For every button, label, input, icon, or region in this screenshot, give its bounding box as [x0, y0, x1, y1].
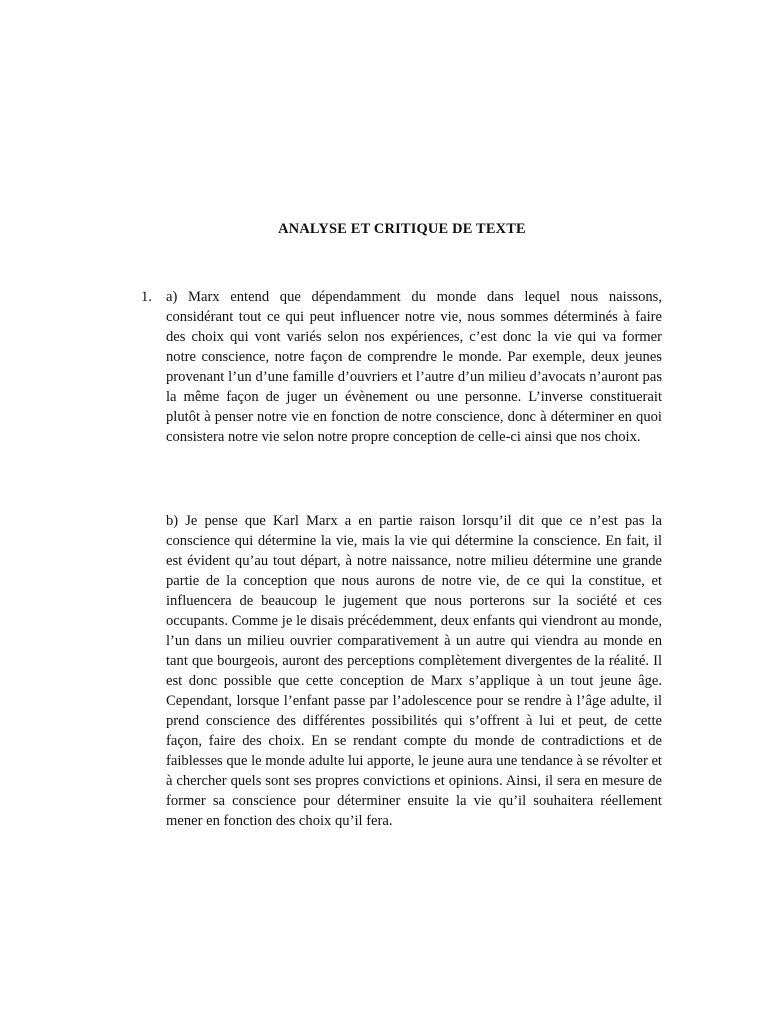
paragraph-a: a) Marx entend que dépendamment du monde dans lequel nous naissons, considérant tout ce qui peut influencer notre vie, nous sommes déterminés à faire des choix qui vont variés selon nos expériences, c’est donc la vie qui va former notre conscience, notre façon de comprendre le monde. Par exemple, deux jeunes provenant l’un d’une famille d’ouvriers et l’autre d’un milieu d’avocats n’auront pas la même façon de juger un évènement ou une personne. L’inverse constituerait plutôt à penser notre vie en fonction de notre conscience, donc à déterminer en quoi consistera notre vie selon notre propre conception de celle-ci ainsi que nos choix.: [166, 289, 662, 445]
document-title: ANALYSE ET CRITIQUE DE TEXTE: [278, 221, 526, 237]
paragraph-b: b) Je pense que Karl Marx a en partie raison lorsqu’il dit que ce n’est pas la conscience qui détermine la vie, mais la vie qui détermine la conscience. En fait, il est évident qu’au tout départ, à notre naissance, notre milieu détermine une grande partie de la conception que nous aurons de notre vie, de ce qui la constitue, et influencera de beaucoup le jugement que nous porterons sur la société et ces occupants. Comme je le disais précédemment, deux enfants qui viendront au monde, l’un dans un milieu ouvrier comparativement à un autre qui viendra au monde en tant que bourgeois, auront des perceptions complètement divergentes de la réalité. Il est donc possible que cette conception de Marx s’applique à un tout jeune âge. Cependant, lorsque l’enfant passe par l’adolescence pour se rendre à l’âge adulte, il prend conscience des différentes possibilités qui s’offrent à lui et peut, de cette façon, faire des choix. En se rendant compte du monde de contradictions et de faiblesses que le monde adulte lui apporte, le jeune aura une tendance à se révolter et à chercher quels sont ses propres convictions et opinions. Ainsi, il sera en mesure de former sa conscience pour déterminer ensuite la vie qu’il souhaitera réellement mener en fonction des choix qu’il fera.: [166, 513, 662, 829]
list-item-number: 1.: [141, 289, 152, 305]
